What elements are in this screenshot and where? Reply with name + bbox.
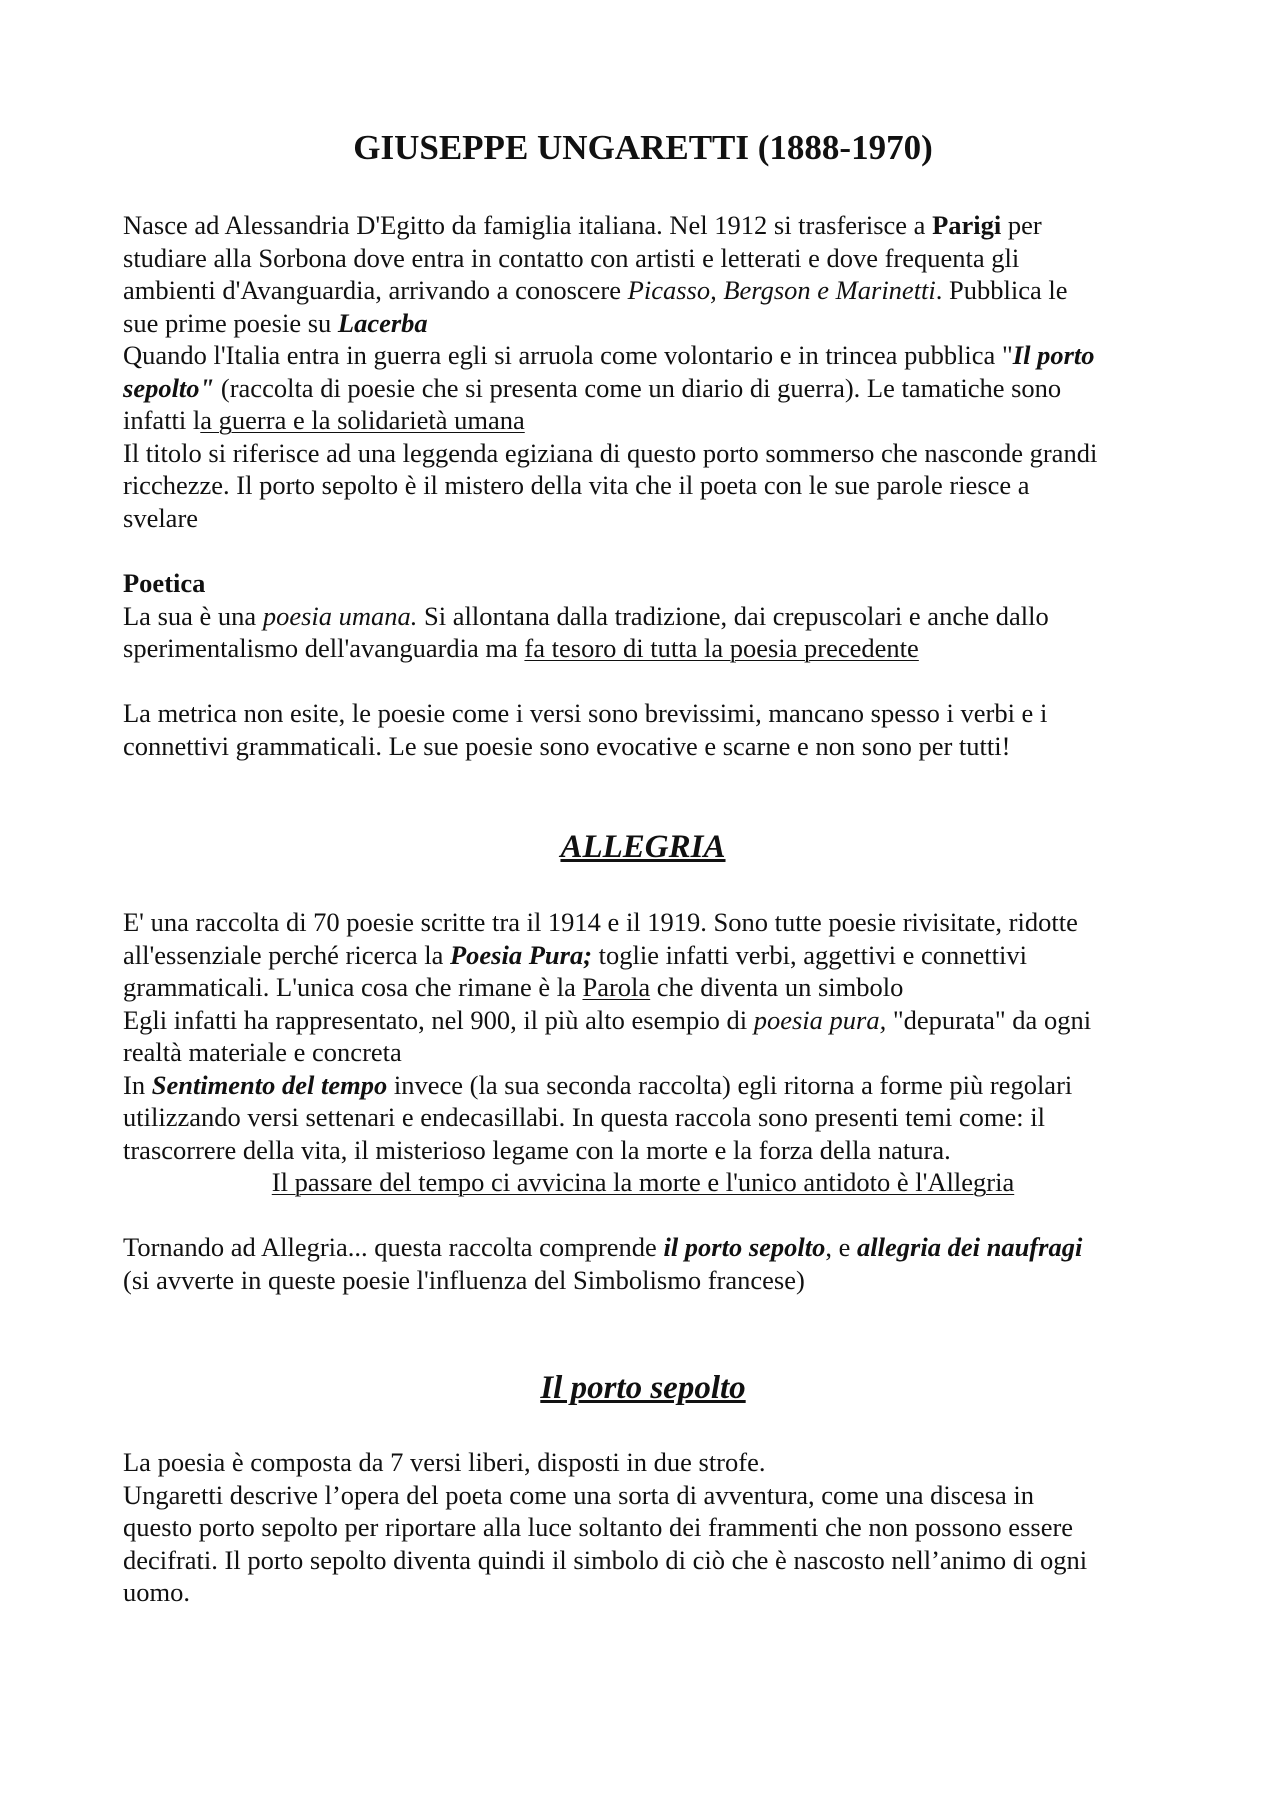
bold-italic-text: allegria dei naufragi	[857, 1232, 1083, 1262]
text-line: decifrati. Il porto sepolto diventa quindi il simbolo di ciò che è nascosto nell’animo di ogni	[123, 1544, 1088, 1575]
metrica-paragraph	[123, 697, 1163, 762]
text: Nasce ad Alessandria D'Egitto da famiglia italiana. Nel 1912 si trasferisce a	[123, 210, 933, 240]
text: ambienti d'Avanguardia, arrivando a conoscere	[123, 275, 628, 305]
text: . Pubblica le	[935, 275, 1068, 305]
text: Egli infatti ha rappresentato, nel 900, il più alto esempio di	[123, 1004, 754, 1035]
heading-text: Poetica	[123, 568, 206, 598]
porto-paragraph	[123, 1446, 1163, 1609]
bold-text: Parigi	[932, 210, 1002, 240]
text-line	[123, 339, 1163, 372]
text-line	[123, 404, 1163, 437]
text: (raccolta di poesie che si presenta come un diario di guerra). Le tamatiche sono	[214, 372, 1062, 403]
intro-paragraph	[123, 209, 1163, 534]
allegria-heading: ALLEGRIA	[560, 829, 726, 865]
text: che diventa un simbolo	[650, 972, 904, 1002]
text-line	[123, 307, 1163, 340]
underlined-text: a guerra e la solidarietà umana	[200, 405, 525, 435]
text-line	[123, 1004, 1163, 1037]
underlined-text: Il passare del tempo ci avvicina la morte e l'unico antidoto è l'Allegria	[271, 1167, 1015, 1197]
text-line: svelare	[123, 502, 199, 533]
text-line: connettivi grammaticali. Le sue poesie sono evocative e scarne e non sono per tutti!	[123, 730, 1011, 761]
text-line	[123, 1069, 1163, 1102]
porto-sepolto-heading: Il porto sepolto	[540, 1370, 746, 1406]
text-line: La metrica non esite, le poesie come i versi sono brevissimi, mancano spesso i verbi e i	[123, 698, 1048, 728]
text: La sua è una	[123, 600, 263, 631]
text-line: E' una raccolta di 70 poesie scritte tra il 1914 e il 1919. Sono tutte poesie rivisitate, ridotte	[123, 907, 1078, 937]
allegria-paragraph	[123, 906, 1163, 1199]
text: grammaticali. L'unica cosa che rimane è la	[123, 972, 583, 1002]
text: sperimentalismo dell'avanguardia ma	[123, 633, 525, 663]
text-line	[123, 209, 1163, 242]
bold-italic-text: il porto sepolto	[663, 1232, 826, 1262]
text-line: ricchezze. Il porto sepolto è il mistero della vita che il poeta con le sue parole riesce a	[123, 470, 1030, 500]
underlined-text: Parola	[582, 972, 651, 1002]
bold-italic-text: Poesia Pura;	[449, 939, 593, 970]
text-line	[123, 1166, 1163, 1199]
text-line	[123, 372, 1163, 405]
text: toglie infatti verbi, aggettivi e connettivi	[592, 939, 1027, 970]
text-line: realtà materiale e concreta	[123, 1037, 402, 1067]
text-line: studiare alla Sorbona dove entra in contatto con artisti e letterati e dove frequenta gli	[123, 242, 1020, 273]
text: Si allontana dalla tradizione, dai crepuscolari e anche dallo	[417, 600, 1049, 631]
section-heading	[123, 567, 1163, 600]
text: Tornando ad Allegria... questa raccolta comprende	[123, 1232, 664, 1262]
text: Quando l'Italia entra in guerra egli si arruola come volontario e in trincea pubblica "	[123, 340, 1013, 370]
text-line	[123, 971, 1163, 1004]
text-line: trascorrere della vita, il misterioso legame con la morte e la forza della natura.	[123, 1134, 951, 1165]
text: sue prime poesie su	[123, 307, 338, 338]
text-line: questo porto sepolto per riportare alla luce soltanto dei frammenti che non possono essere	[123, 1512, 1074, 1542]
italic-text: poesia pura,	[753, 1004, 887, 1035]
text-line: uomo.	[123, 1577, 190, 1607]
bold-italic-text: Il porto	[1012, 340, 1095, 370]
italic-text: poesia umana.	[262, 600, 418, 631]
text-line	[123, 939, 1163, 972]
bold-italic-text: Sentimento del tempo	[151, 1069, 388, 1100]
text-line	[123, 274, 1163, 307]
text: infatti l	[123, 405, 201, 435]
italic-text: Picasso, Bergson e Marinetti	[627, 275, 936, 305]
underlined-text: fa tesoro di tutta la poesia precedente	[524, 633, 919, 663]
bold-italic-text: Lacerba	[337, 307, 428, 338]
text-line: La poesia è composta da 7 versi liberi, disposti in due strofe.	[123, 1447, 766, 1477]
text-line: (si avverte in queste poesie l'influenza del Simbolismo francese)	[123, 1264, 805, 1295]
text: all'essenziale perché ricerca la	[123, 939, 450, 970]
text: In	[123, 1069, 152, 1100]
text: per	[1001, 210, 1042, 240]
text-line	[123, 1231, 1163, 1264]
poetica-section	[123, 567, 1163, 665]
tornando-paragraph	[123, 1231, 1163, 1296]
text-line: Ungaretti descrive l’opera del poeta come una sorta di avventura, come una discesa in	[123, 1479, 1034, 1510]
text-line: utilizzando versi settenari e endecasillabi. In questa raccola sono presenti temi come: il	[123, 1102, 1046, 1132]
text: invece (la sua seconda raccolta) egli ritorna a forme più regolari	[387, 1069, 1073, 1100]
text-line	[123, 632, 1163, 665]
text: "depurata" da ogni	[886, 1004, 1092, 1035]
bold-italic-text: sepolto"	[123, 372, 215, 403]
text: , e	[825, 1232, 858, 1262]
text-line: Il titolo si riferisce ad una leggenda egiziana di questo porto sommerso che nasconde grandi	[123, 437, 1098, 468]
document-title: GIUSEPPE UNGARETTI (1888-1970)	[353, 128, 933, 167]
text-line	[123, 600, 1163, 633]
